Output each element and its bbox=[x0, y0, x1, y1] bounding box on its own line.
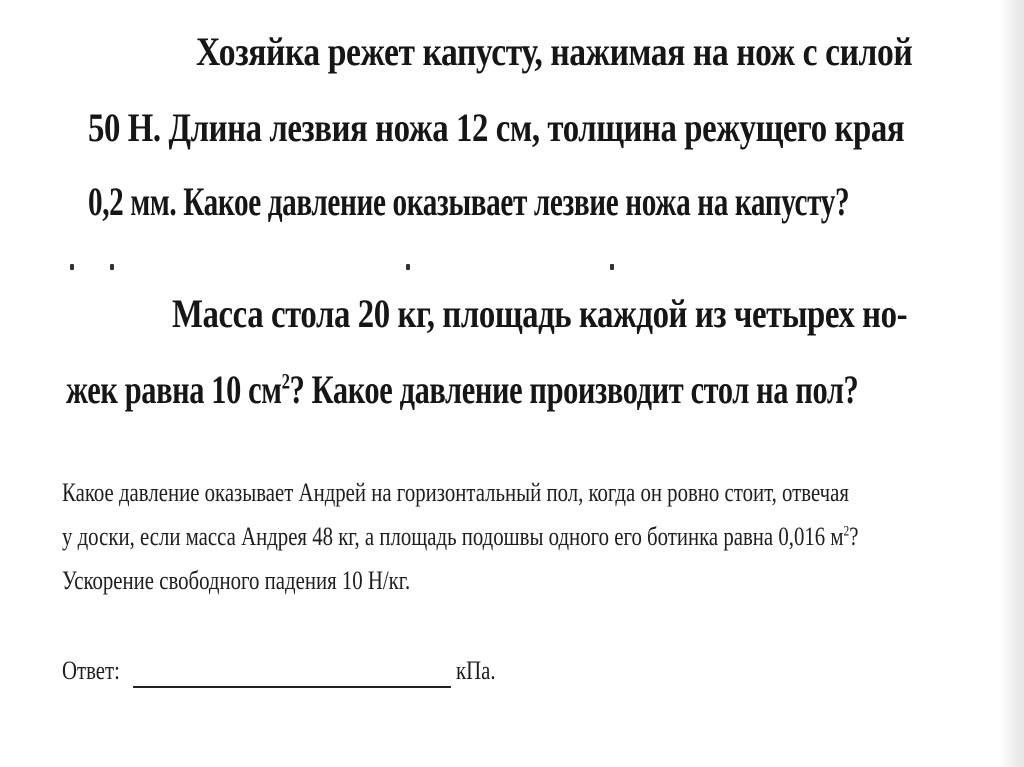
problem-2-line-1: Масса стола 20 кг, площадь каждой из четырех но- bbox=[172, 291, 908, 336]
problem-2-line-2 bbox=[66, 366, 858, 413]
slide-edge-shadow bbox=[1000, 0, 1024, 767]
superscript-2: 2 bbox=[843, 523, 850, 540]
answer-unit: кПа. bbox=[456, 656, 496, 685]
problem-3-line-2-text: у доски, если масса Андрея 48 кг, а площадь подошвы одного его ботинка равна 0,016 м bbox=[62, 522, 844, 551]
problem-3-line-3: Ускорение свободного падения 10 Н/кг. bbox=[62, 566, 411, 595]
problem-3-line-1: Какое давление оказывает Андрей на горизонтальный пол, когда он ровно стоит, отвечая bbox=[62, 478, 849, 507]
answer-label: Ответ: bbox=[62, 656, 120, 685]
scan-artifact-dots bbox=[70, 264, 630, 272]
superscript-2: 2 bbox=[281, 368, 290, 394]
problem-2-line-2-text: жек равна 10 см bbox=[66, 367, 282, 412]
answer-blank-field[interactable] bbox=[133, 686, 451, 688]
problem-1-line-1: Хозяйка режет капусту, нажимая на нож с силой bbox=[196, 29, 913, 74]
problem-1-line-3: 0,2 мм. Какое давление оказывает лезвие ножа на капусту? bbox=[88, 179, 850, 224]
problem-3-line-2 bbox=[62, 522, 858, 552]
problem-1-line-2: 50 Н. Длина лезвия ножа 12 см, толщина режущего края bbox=[88, 105, 905, 150]
problem-3-line-2-rest: ? bbox=[849, 522, 859, 551]
problem-2-line-2-rest: ? Какое давление производит стол на пол? bbox=[289, 367, 859, 412]
